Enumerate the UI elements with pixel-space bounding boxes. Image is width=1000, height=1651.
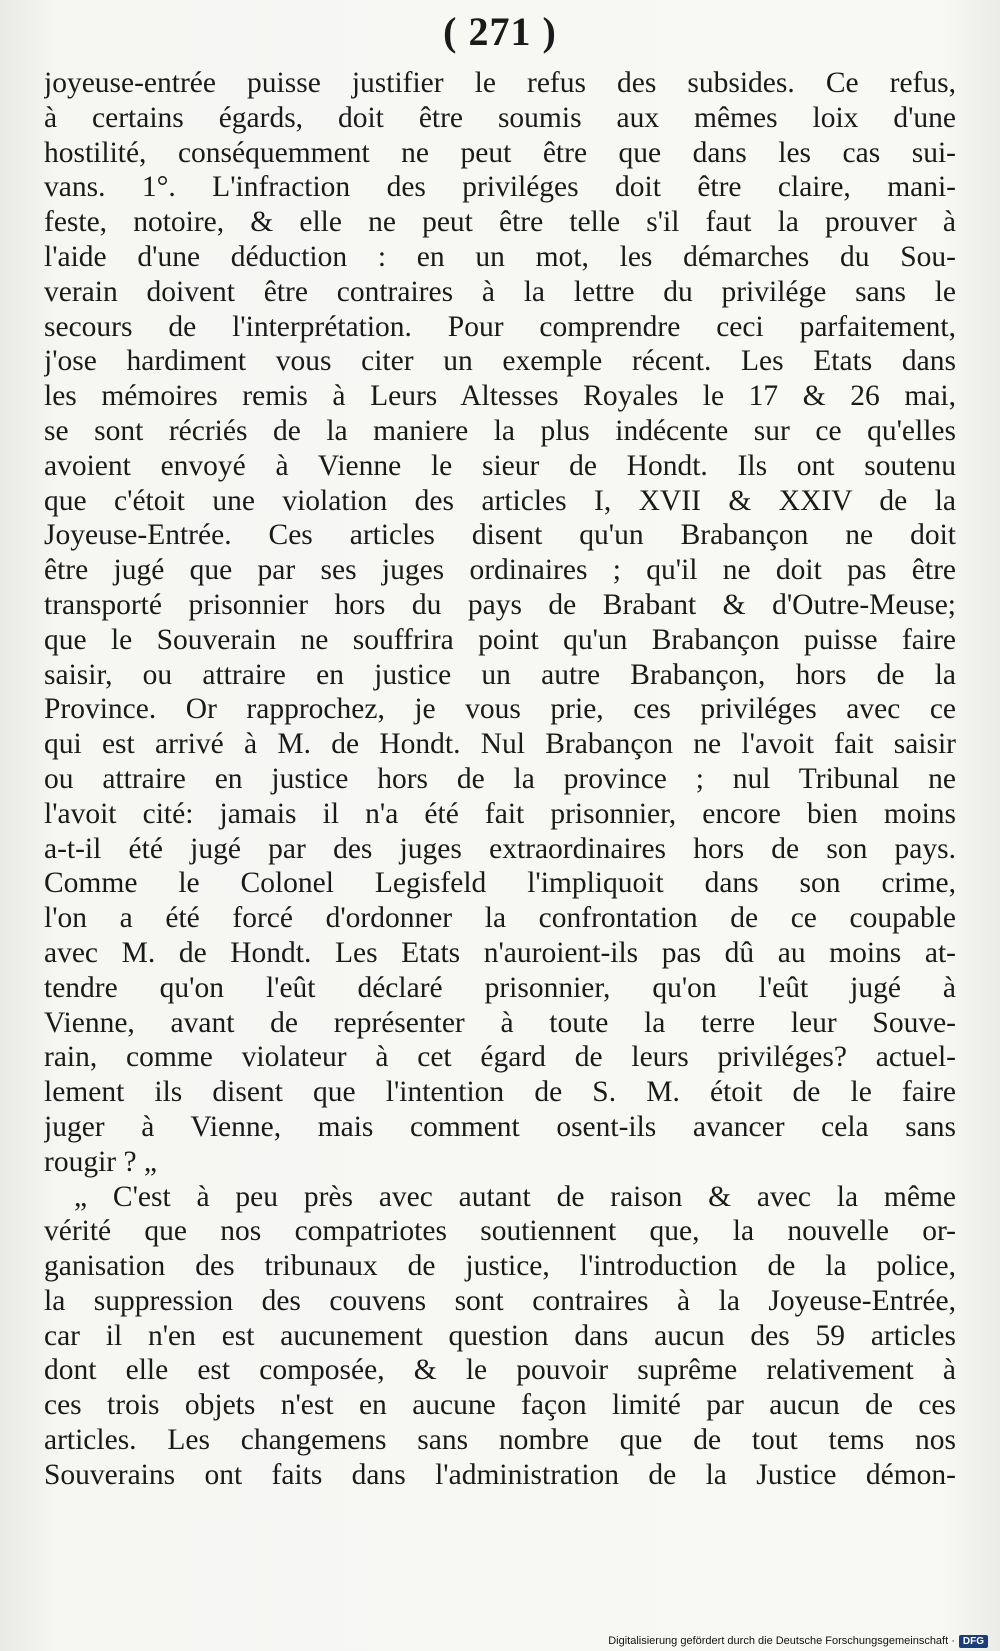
text-line: a-t-il été jugé par des juges extraordinaires hors de son pays. (44, 832, 956, 865)
text-line: j'ose hardiment vous citer un exemple récent. Les Etats dans (44, 345, 956, 378)
text-line: lement ils disent que l'intention de S. M. étoit de le faire (44, 1076, 956, 1109)
text-line: avec M. de Hondt. Les Etats n'auroient-ils pas dû au moins at- (44, 936, 956, 969)
text-line: être jugé que par ses juges ordinaires ; qu'il ne doit pas être (44, 554, 956, 587)
text-line: ces trois objets n'est en aucune façon limité par aucun de ces (44, 1389, 956, 1422)
text-line: dont elle est composée, & le pouvoir suprême relativement à (44, 1354, 956, 1387)
footer (608, 1633, 988, 1649)
text-line: Province. Or rapprochez, je vous prie, ces priviléges avec ce (44, 693, 956, 726)
text-line: secours de l'interprétation. Pour comprendre ceci parfaitement, (44, 310, 956, 343)
text-line: „ C'est à peu près avec autant de raison & avec la même (74, 1180, 956, 1213)
text-line: transporté prisonnier hors du pays de Brabant & d'Outre-Meuse; (44, 588, 956, 621)
text-line: Souverains ont faits dans l'administration de la Justice démon- (44, 1458, 956, 1491)
text-line: l'on a été forcé d'ordonner la confrontation de ce coupable (44, 902, 956, 935)
text-line: l'avoit cité: jamais il n'a été fait prisonnier, encore bien moins (44, 797, 956, 830)
text-line: tendre qu'on l'eût déclaré prisonnier, qu'on l'eût jugé à (44, 971, 956, 1004)
text-line: que c'étoit une violation des articles I, XVII & XXIV de la (44, 484, 956, 517)
text-line: saisir, ou attraire en justice un autre Brabançon, hors de la (44, 658, 956, 691)
text-line: rougir ? „ (44, 1145, 158, 1178)
text-line: vérité que nos compatriotes soutiennent que, la nouvelle or- (44, 1215, 956, 1248)
text-line: articles. Les changemens sans nombre que de tout tems nos (44, 1424, 956, 1457)
text-line: que le Souverain ne souffrira point qu'un Brabançon puisse faire (44, 623, 956, 656)
text-line: Joyeuse-Entrée. Ces articles disent qu'un Brabançon ne doit (44, 519, 956, 552)
text-line: les mémoires remis à Leurs Altesses Royales le 17 & 26 mai, (44, 380, 956, 413)
text-line: qui est arrivé à M. de Hondt. Nul Brabançon ne l'avoit fait saisir (44, 728, 956, 761)
text-line: Vienne, avant de représenter à toute la terre leur Souve- (44, 1006, 956, 1039)
body-text (44, 66, 956, 1493)
text-line: juger à Vienne, mais comment osent-ils avancer cela sans (44, 1110, 956, 1143)
text-line: se sont récriés de la maniere la plus indécente sur ce qu'elles (44, 414, 956, 447)
text-line: rain, comme violateur à cet égard de leurs priviléges? actuel- (44, 1041, 956, 1074)
text-line: ganisation des tribunaux de justice, l'introduction de la police, (44, 1250, 956, 1283)
text-line: feste, notoire, & elle ne peut être telle s'il faut la prouver à (44, 206, 956, 239)
text-line: l'aide d'une déduction : en un mot, les démarches du Sou- (44, 240, 956, 273)
text-line: avoient envoyé à Vienne le sieur de Hondt. Ils ont soutenu (44, 449, 956, 482)
footer-credit: Digitalisierung gefördert durch die Deutsche Forschungsgemeinschaft · (608, 1635, 955, 1647)
text-line: ou attraire en justice hors de la province ; nul Tribunal ne (44, 762, 956, 795)
text-line: hostilité, conséquemment ne peut être que dans les cas sui- (44, 136, 956, 169)
text-line: à certains égards, doit être soumis aux mêmes loix d'une (44, 101, 956, 134)
text-line: vans. 1°. L'infraction des priviléges doit être claire, mani- (44, 171, 956, 204)
text-line: verain doivent être contraires à la lettre du privilége sans le (44, 275, 956, 308)
text-line: joyeuse-entrée puisse justifier le refus des subsides. Ce refus, (44, 67, 956, 99)
page-number: ( 271 ) (443, 9, 557, 54)
text-line: la suppression des couvens sont contraires à la Joyeuse-Entrée, (44, 1284, 956, 1317)
text-line: car il n'en est aucunement question dans aucun des 59 articles (44, 1319, 956, 1352)
text-line: Comme le Colonel Legisfeld l'impliquoit dans son crime, (44, 867, 956, 900)
dfg-logo-icon: DFG (959, 1635, 988, 1648)
